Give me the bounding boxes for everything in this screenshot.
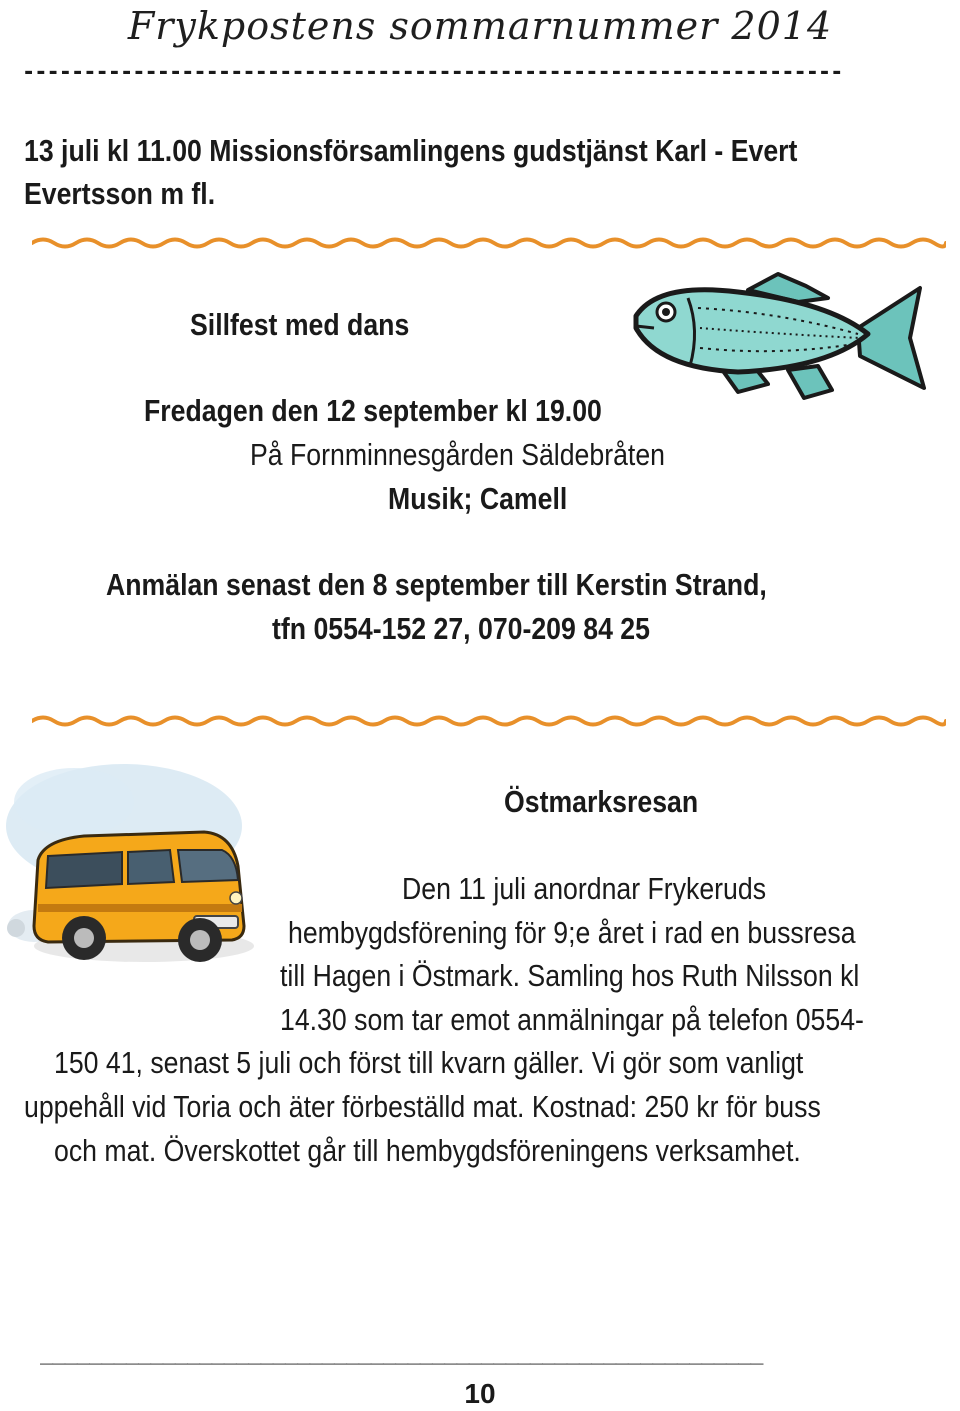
page-number: 10 <box>464 1378 496 1409</box>
wave-divider <box>32 236 946 250</box>
trip-text-line: till Hagen i Östmark. Samling hos Ruth Nilsson kl <box>280 958 860 993</box>
trip-text-line: hembygdsförening för 9;e året i rad en bussresa <box>288 915 856 950</box>
trip-text-line: Den 11 juli anordnar Frykeruds <box>402 871 767 906</box>
sillfest-date: Fredagen den 12 september kl 19.00 <box>144 393 602 428</box>
header-rule: ------------------------------------------------------------------- <box>22 60 843 85</box>
sillfest-music: Musik; Camell <box>388 481 568 516</box>
trip-text-line: och mat. Överskottet går till hembygdsföreningens verksamhet. <box>54 1133 801 1168</box>
trip-text-line: uppehåll vid Toria och äter förbeställd mat. Kostnad: 250 kr för buss <box>24 1089 821 1124</box>
trip-text-line: 150 41, senast 5 juli och först till kvarn gäller. Vi gör som vanligt <box>54 1045 804 1080</box>
bus-icon <box>4 756 266 986</box>
page-title: Frykpostens sommarnummer 2014 <box>127 4 833 48</box>
trip-text-line: 14.30 som tar emot anmälningar på telefon 0554- <box>280 1002 864 1037</box>
fish-icon <box>628 268 928 413</box>
sillfest-phone: tfn 0554-152 27, 070-209 84 25 <box>272 611 650 646</box>
service-line-1: 13 juli kl 11.00 Missionsförsamlingens gudstjänst Karl - Evert <box>24 133 798 168</box>
service-line-2: Evertsson m fl. <box>24 176 216 211</box>
sillfest-signup: Anmälan senast den 8 september till Kerstin Strand, <box>106 567 767 602</box>
sillfest-place: På Fornminnesgården Säldebråten <box>250 437 665 472</box>
trip-title: Östmarksresan <box>504 784 699 819</box>
wave-divider <box>32 714 946 728</box>
sillfest-title: Sillfest med dans <box>190 307 410 342</box>
footer-rule: ___________________________________________________________ <box>40 1340 763 1365</box>
